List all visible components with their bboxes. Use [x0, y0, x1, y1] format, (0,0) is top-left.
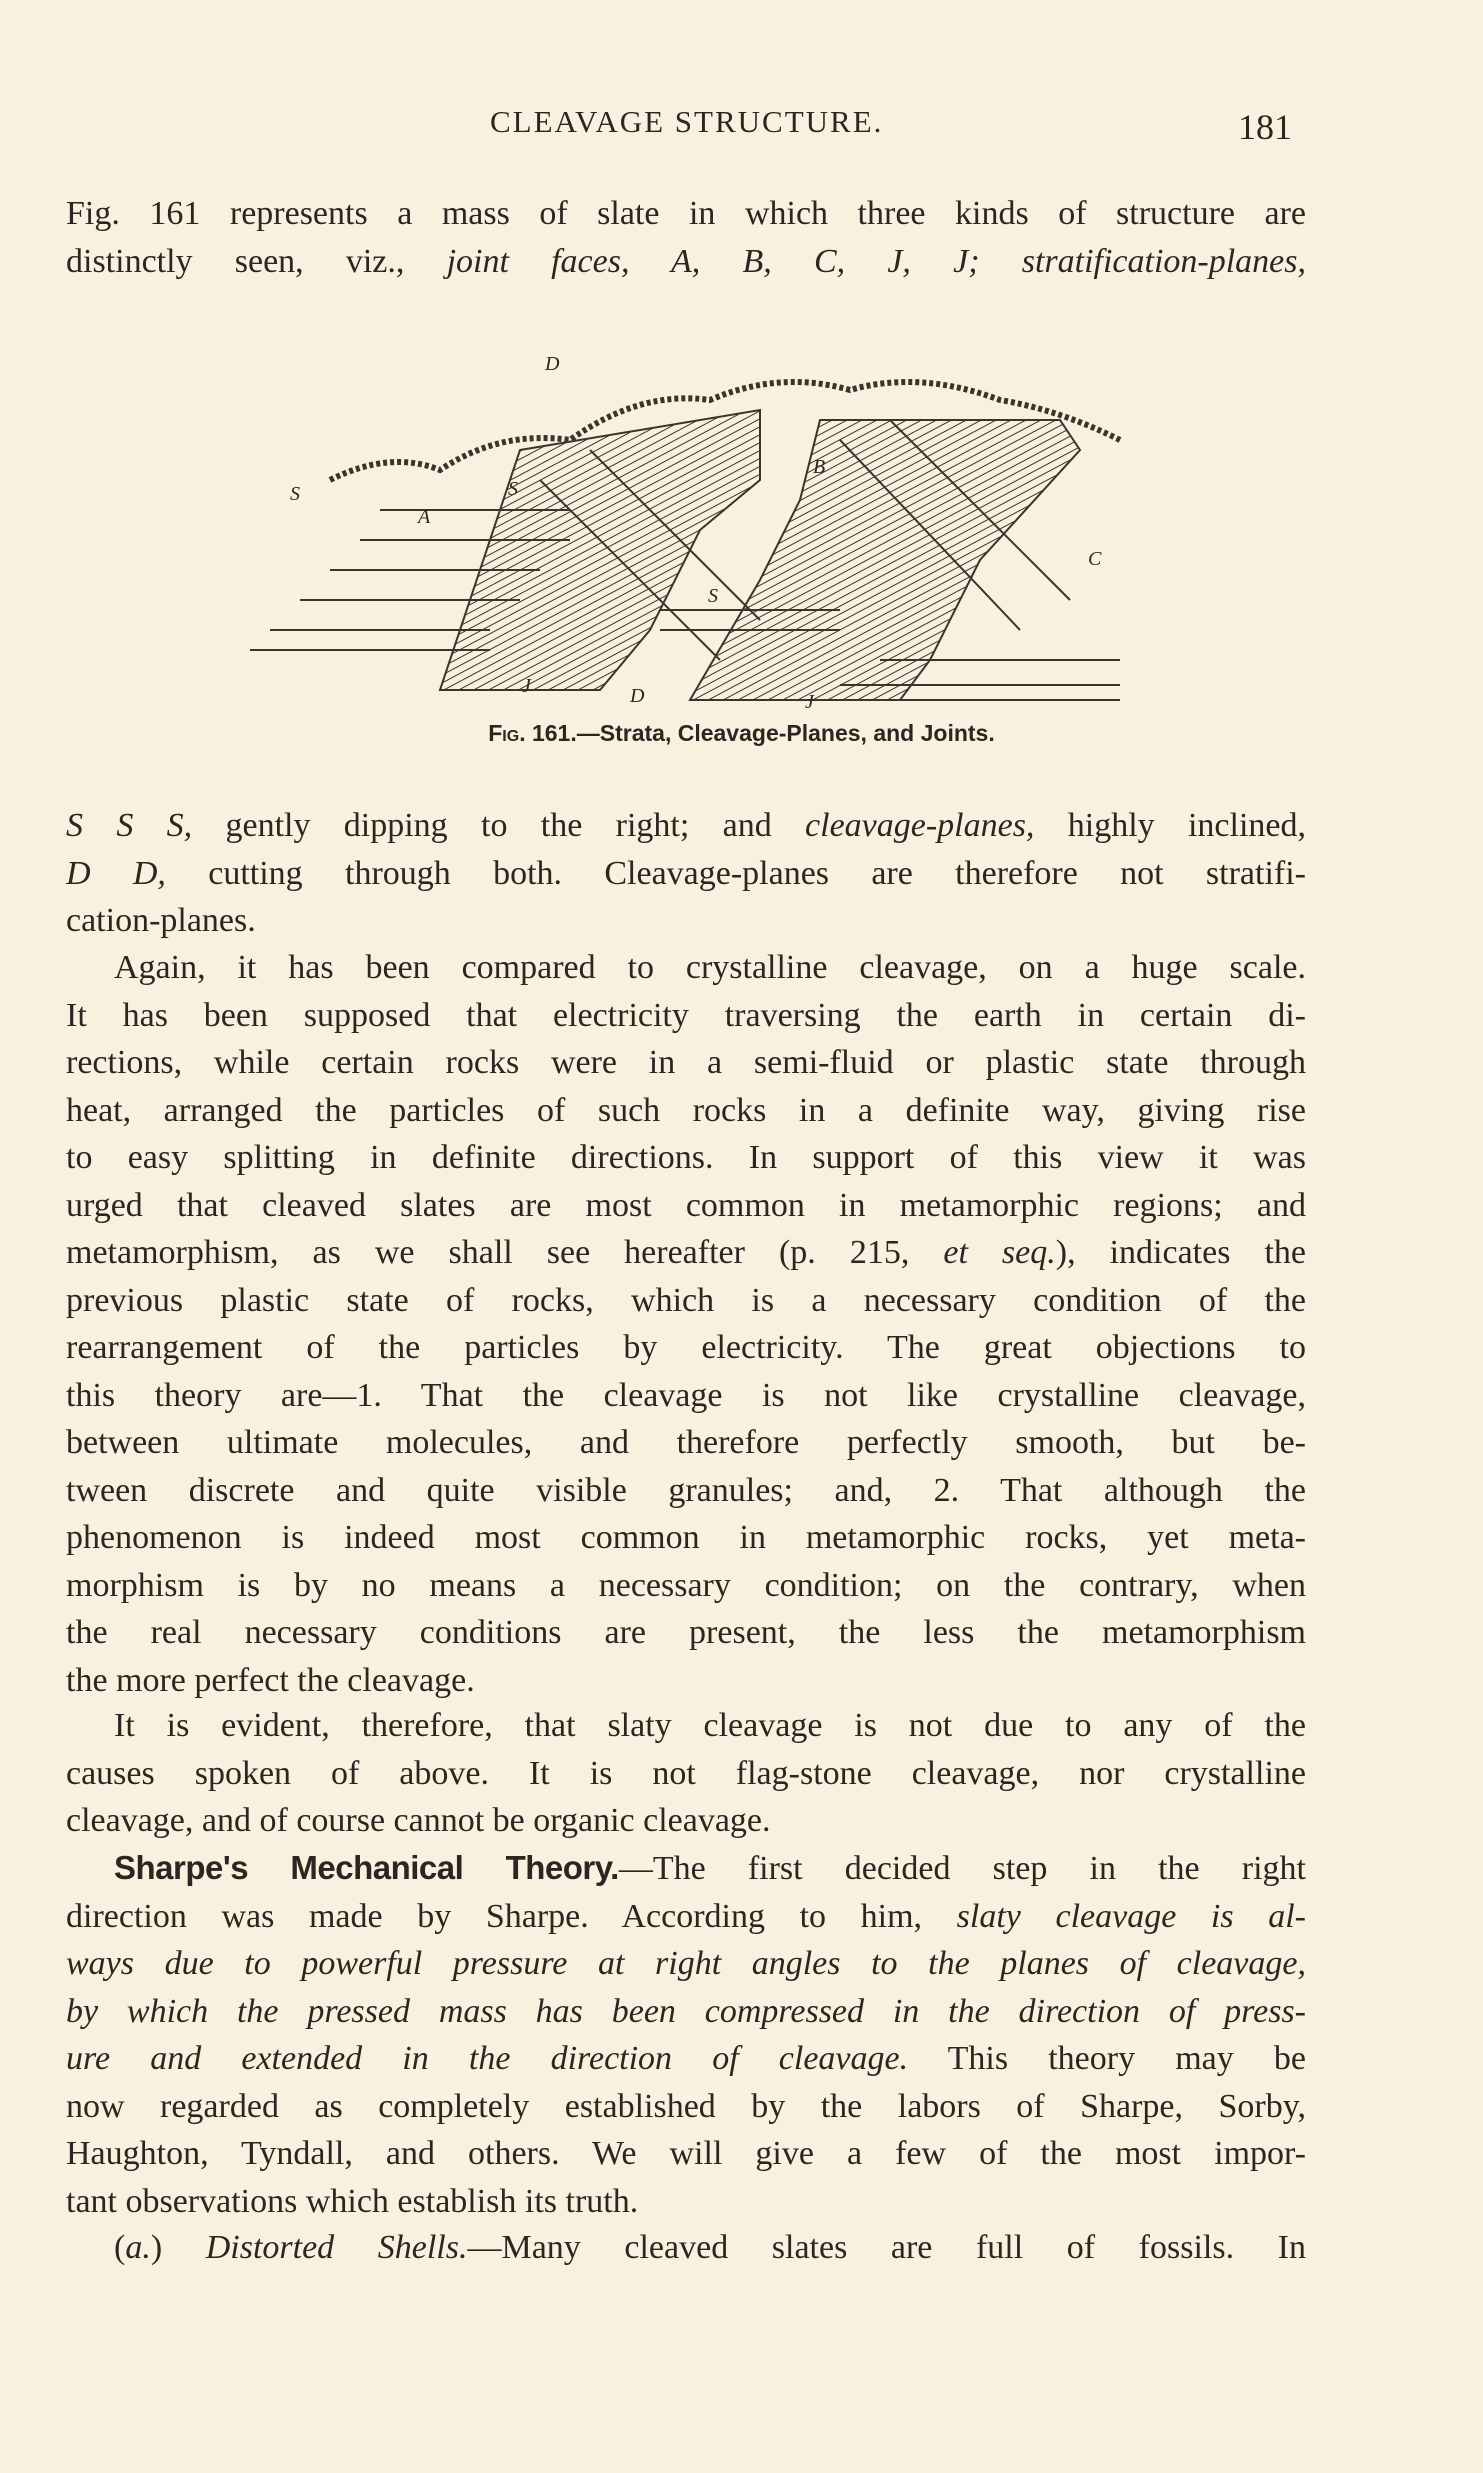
text-line	[66, 1893, 1306, 1941]
text-line: heat, arranged the particles of such rocks in a definite way, giving rise	[66, 1091, 1306, 1129]
text-line: rearrangement of the particles by electricity. The great objections to	[66, 1329, 1306, 1366]
text-run-italic: ure and extended in the direction of cleavage.	[66, 2040, 909, 2077]
text-line: to easy splitting in definite directions. In support of this view it was	[66, 1139, 1306, 1176]
text-line: urged that cleaved slates are most common in metamorphic regions; and	[66, 1186, 1306, 1224]
text-line	[66, 802, 1306, 850]
text-run-italic: slaty cleavage is al-	[956, 1897, 1306, 1935]
figure-label: A	[418, 506, 431, 528]
figure-label: J	[805, 691, 814, 710]
text-line: It is evident, therefore, that slaty cleavage is not due to any of the	[114, 1707, 1306, 1744]
paragraph-intro	[66, 190, 1306, 285]
text-line	[66, 2035, 1306, 2083]
figure-label: S	[508, 478, 518, 500]
text-run: This theory may be	[908, 2040, 1306, 2077]
text-line: tween discrete and quite visible granules; and, 2. That although the	[66, 1471, 1306, 1509]
text-run: direction was made by Sharpe. According to him,	[66, 1897, 957, 1935]
text-line: Again, it has been compared to crystalline cleavage, on a huge scale.	[114, 949, 1306, 986]
figure-label: J	[522, 675, 531, 697]
figure-label: S	[708, 585, 718, 607]
caption-text: —Strata, Cleavage-Planes, and Joints.	[576, 720, 995, 746]
text-line: phenomenon is indeed most common in metamorphic rocks, yet meta-	[66, 1519, 1306, 1556]
text-run-italic: S S S,	[66, 807, 193, 844]
text-line: tant observations which establish its truth.	[66, 2182, 639, 2220]
page-number: 181	[1238, 107, 1292, 147]
text-line: the more perfect the cleavage.	[66, 1661, 475, 1699]
text-run-italic: D D,	[66, 854, 166, 892]
text-run: )	[150, 2229, 206, 2266]
text-run-italic: a.	[125, 2229, 151, 2266]
running-head: CLEAVAGE STRUCTURE.	[490, 104, 884, 139]
figure-label: D	[630, 685, 645, 707]
text-line: between ultimate molecules, and therefore perfectly smooth, but be-	[66, 1424, 1306, 1461]
text-run-italic: ways due to powerful pressure at right angles to the planes of cleavage,	[66, 1945, 1306, 1982]
paragraph-conclusion	[66, 1702, 1306, 1845]
figure-label: S	[290, 483, 300, 505]
caption-figure-number: Fig. 161.	[488, 720, 577, 746]
text-line: this theory are—1. That the cleavage is not like crystalline cleavage,	[66, 1376, 1306, 1414]
paragraph-distorted-shells	[66, 2224, 1306, 2272]
text-run: —Many cleaved slates are full of fossils. In	[467, 2229, 1306, 2266]
text-run: (	[114, 2229, 126, 2266]
text-line: It has been supposed that electricity traversing the earth in certain di-	[66, 996, 1306, 1034]
text-run-italic: et seq.	[943, 1234, 1056, 1271]
text-run-italic: joint faces, A, B, C, J, J; stratification-planes,	[446, 242, 1306, 280]
text-line	[66, 850, 1306, 898]
text-line	[66, 1229, 1306, 1277]
text-line	[66, 238, 1306, 286]
text-line: cleavage, and of course cannot be organic cleavage.	[66, 1802, 771, 1839]
text-run: highly inclined,	[1034, 807, 1306, 844]
text-line: now regarded as completely established by the labors of Sharpe, Sorby,	[66, 2087, 1306, 2125]
text-line: rections, while certain rocks were in a semi-fluid or plastic state through	[66, 1044, 1306, 1081]
figure-label: D	[545, 353, 560, 375]
text-run: distinctly seen, viz.,	[66, 242, 447, 280]
paragraph-electricity-theory	[66, 944, 1306, 1704]
text-line: the real necessary conditions are present, the less the metamorphism	[66, 1614, 1306, 1651]
cleavage-block-left	[440, 410, 760, 690]
text-run-italic: by which the pressed mass has been compressed in the direction of press-	[66, 1992, 1306, 2030]
text-run: cutting through both. Cleavage-planes are therefore not stratifi-	[165, 854, 1307, 892]
text-line: previous plastic state of rocks, which is a necessary condition of the	[66, 1281, 1306, 1319]
text-line	[66, 1988, 1306, 2036]
running-header	[0, 104, 1483, 152]
paragraph-sharpe-theory	[66, 1844, 1306, 2225]
text-line	[66, 1940, 1306, 1988]
text-line: cation-planes.	[66, 902, 256, 939]
figure-label: C	[1088, 548, 1102, 570]
text-line: causes spoken of above. It is not flag-stone cleavage, nor crystalline	[66, 1754, 1306, 1792]
figure-label: B	[813, 456, 826, 478]
text-run: metamorphism, as we shall see hereafter (p. 215,	[66, 1234, 944, 1271]
text-run-italic: Distorted Shells.	[205, 2229, 468, 2266]
figure-caption	[0, 720, 1483, 747]
text-run: gently dipping to the right; and	[192, 807, 806, 844]
paragraph-strata	[66, 802, 1306, 945]
text-run: —The first decided step in the right	[618, 1850, 1306, 1887]
text-run: ), indicates the	[1055, 1234, 1307, 1271]
figure-161-illustration	[240, 330, 1140, 710]
text-line	[66, 2224, 1306, 2272]
section-heading: Sharpe's Mechanical Theory.	[114, 1849, 619, 1886]
text-line: Fig. 161 represents a mass of slate in which three kinds of structure are	[66, 195, 1306, 232]
text-line: Haughton, Tyndall, and others. We will give a few of the most impor-	[66, 2135, 1306, 2172]
text-line	[66, 1844, 1306, 1893]
text-line: morphism is by no means a necessary condition; on the contrary, when	[66, 1566, 1306, 1604]
text-run-italic: cleavage-planes,	[805, 807, 1035, 844]
